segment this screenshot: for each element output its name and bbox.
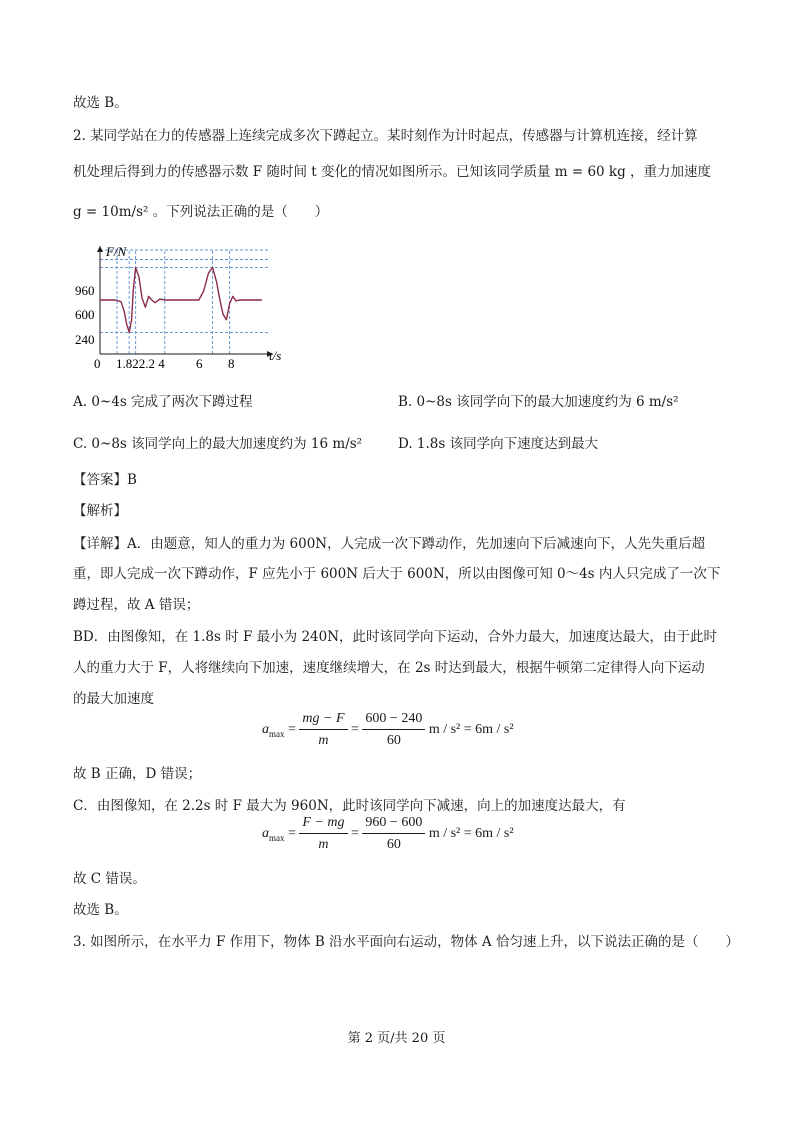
option-c: C. 0~8s 该同学向上的最大加速度约为 16 m/s² [73, 436, 363, 452]
option-b: B. 0~8s 该同学向下的最大加速度约为 6 m/s² [398, 394, 679, 410]
explanation-a-line-2: 重，即人完成一次下蹲动作，F 应先小于 600N 后大于 600N，所以由图像可知 0～4s 内人只完成了一次下 [73, 566, 721, 582]
x-tick-group: 1.822.2 4 [116, 356, 165, 370]
explanation-bd-line-1: BD．由图像知，在 1.8s 时 F 最小为 240N，此时该同学向下运动，合外力最大，加速度达最大，由于此时 [73, 629, 718, 645]
explanation-bd-result: 故 B 正确，D 错误； [73, 766, 202, 782]
page-footer: 第 2 页/共 20 页 [347, 1031, 446, 1046]
explanation-a-line-1: 【详解】A．由题意，知人的重力为 600N，人完成一次下蹲动作，先加速向下后减速向下，人先失重后超 [73, 536, 706, 552]
formula-down-acceleration: $a_{max}$ = $\frac{mg - F}{m}$ = $\frac{600 - 240}{60}$ m / s² = 6m / s² [262, 711, 514, 748]
answer-label: 【答案】B [73, 472, 137, 488]
y-tick-960: 960 [75, 283, 95, 298]
x-tick-8: 8 [228, 356, 235, 370]
y-tick-600: 600 [75, 307, 95, 322]
question-2-line-2: 机处理后得到力的传感器示数 F 随时间 t 变化的情况如图所示。已知该同学质量 m = 60 kg ，重力加速度 [73, 164, 712, 180]
x-tick-6: 6 [196, 356, 203, 370]
analysis-label: 【解析】 [73, 503, 127, 519]
option-a: A. 0~4s 完成了两次下蹲过程 [73, 394, 253, 410]
explanation-bd-line-2: 人的重力大于 F，人将继续向下加速，速度继续增大，在 2s 时达到最大，根据牛顿第二定律得人向下运动 [73, 660, 705, 676]
y-axis-label: F/N [106, 244, 127, 259]
explanation-c-line: C．由图像知，在 2.2s 时 F 最大为 960N，此时该同学向下减速，向上的加速度达最大，有 [73, 798, 626, 814]
question-2-line-3: g = 10m/s² 。下列说法正确的是（ ） [73, 204, 329, 220]
y-tick-240: 240 [75, 332, 95, 347]
question-3-line: 3. 如图所示，在水平力 F 作用下，物体 B 沿水平面向右运动，物体 A 恰匀速上升，以下说法正确的是（ ） [73, 934, 739, 950]
chart-dashed-guides [100, 250, 270, 354]
option-d: D. 1.8s 该同学向下速度达到最大 [398, 436, 599, 452]
final-choice: 故选 B。 [73, 902, 128, 918]
explanation-c-result: 故 C 错误。 [73, 871, 146, 887]
origin-label: 0 [94, 356, 101, 370]
force-time-chart [73, 240, 303, 370]
explanation-a-line-3: 蹲过程，故 A 错误； [73, 597, 200, 613]
force-curve-series [100, 268, 262, 333]
x-axis-label: t/s [269, 348, 282, 363]
question-2-line-1: 2. 某同学站在力的传感器上连续完成多次下蹲起立。某时刻作为计时起点，传感器与计算机连接，经计算 [73, 128, 698, 144]
formula-up-acceleration: $a_{max}$ = $\frac{F - mg}{m}$ = $\frac{960 - 600}{60}$ m / s² = 6m / s² [262, 815, 514, 852]
explanation-bd-line-3: 的最大加速度 [73, 691, 154, 707]
conclusion-line: 故选 B。 [73, 95, 128, 111]
